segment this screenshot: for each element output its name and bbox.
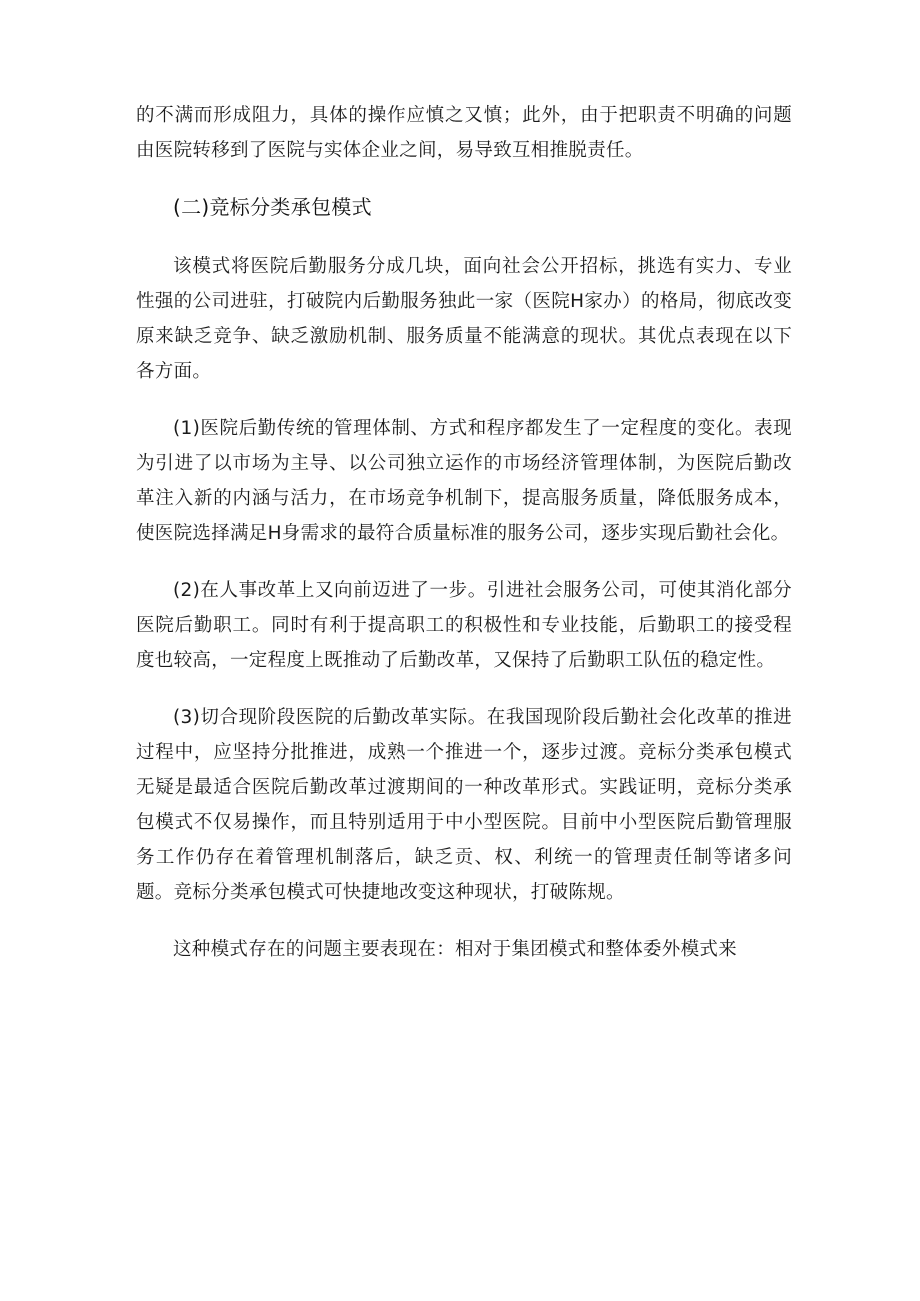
advantage-1-paragraph: (1)医院后勤传统的管理体制、方式和程序都发生了一定程度的变化。表现为引进了以市场为主导、以公司独立运作的市场经济管理体制，为医院后勤改革注入新的内涵与活力，在市场竞争机制下，提高服务质量，降低服务成本，使医院选择满足H身需求的最符合质量标准的服务公司，逐步实现后勤社会化。: [136, 418, 792, 544]
continuation-paragraph: 的不满而形成阻力，具体的操作应慎之又慎；此外，由于把职责不明确的问题由医院转移到了医院与实体企业之间，易导致互相推脱责任。: [136, 105, 792, 161]
advantage-3-paragraph: (3)切合现阶段医院的后勤改革实际。在我国现阶段后勤社会化改革的推进过程中，应坚持分批推进，成熟一个推进一个，逐步过渡。竞标分类承包模式无疑是最适合医院后勤改革过渡期间的一种改革形式。实践证明，竞标分类承包模式不仅易操作，而且特别适用于中小型医院。目前中小型医院后勤管理服务工作仍存在着管理机制落后，缺乏贡、权、利统一的管理责任制等诸多问题。竞标分类承包模式可快捷地改变这种现状，打破陈规。: [136, 707, 792, 903]
document-body: [136, 98, 792, 989]
section-heading: (二)竞标分类承包模式: [173, 195, 372, 219]
issues-paragraph: 这种模式存在的问题主要表现在：相对于集团模式和整体委外模式来: [173, 939, 738, 960]
body-paragraph: 该模式将医院后勤服务分成几块，面向社会公开招标，挑选有实力、专业性强的公司进驻，打破院内后勤服务独此一家（医院H家办）的格局，彻底改变原来缺乏竞争、缺乏激励机制、服务质量不能满意的现状。其优点表现在以下各方面。: [136, 256, 792, 382]
advantage-2-paragraph: (2)在人事改革上又向前迈进了一步。引进社会服务公司，可使其消化部分医院后勤职工。同时有利于提高职工的积极性和专业技能，后勤职工的接受程度也较高，一定程度上既推动了后勤改革，又保持了后勤职工队伍的稳定性。: [136, 580, 792, 671]
